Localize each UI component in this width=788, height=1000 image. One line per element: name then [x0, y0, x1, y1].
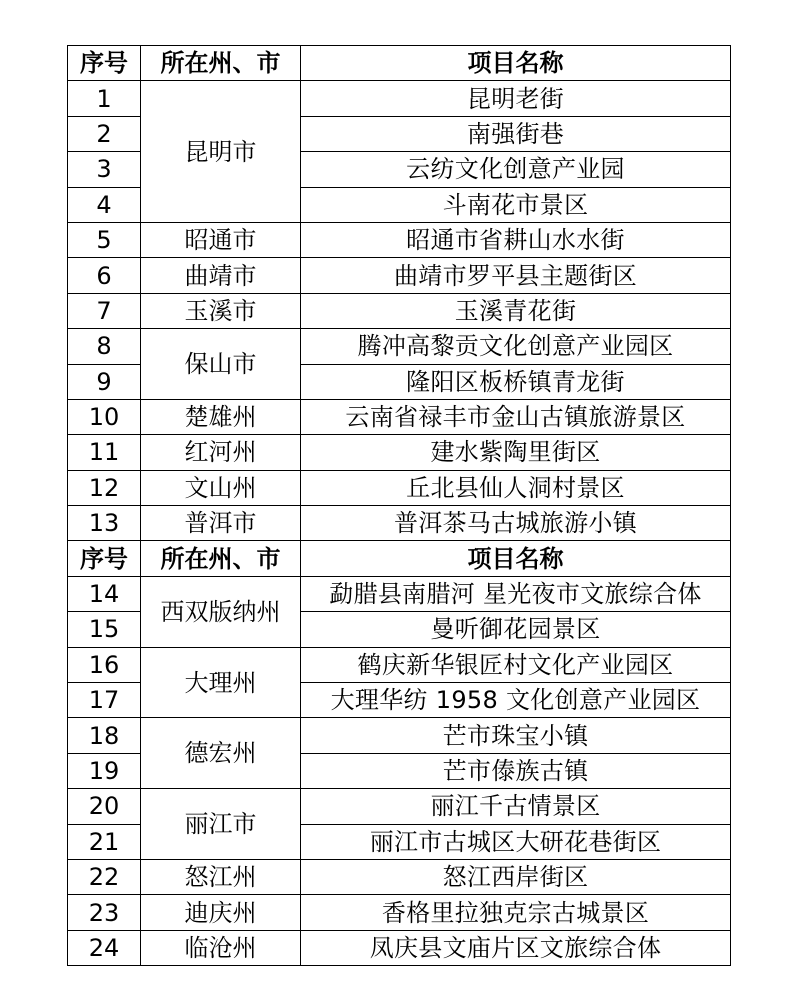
table-row: [68, 930, 731, 965]
table-row: [68, 81, 731, 116]
project-name: 云南省禄丰市金山古镇旅游景区: [301, 399, 731, 434]
region-cell: 昭通市: [141, 222, 301, 257]
project-name: 大理华纺 1958 文化创意产业园区: [301, 683, 731, 718]
row-number: 5: [68, 222, 141, 257]
row-number: 13: [68, 506, 141, 541]
region-cell: 红河州: [141, 435, 301, 470]
project-name: 怒江西岸街区: [301, 859, 731, 894]
project-name: 普洱茶马古城旅游小镇: [301, 506, 731, 541]
table-row: [68, 506, 731, 541]
region-cell: 昆明市: [141, 81, 301, 223]
region-cell: 临沧州: [141, 930, 301, 965]
table-row: [68, 293, 731, 328]
row-number: 20: [68, 789, 141, 824]
row-number: 9: [68, 364, 141, 399]
row-number: 16: [68, 647, 141, 682]
table-row: [68, 258, 731, 293]
row-number: 1: [68, 81, 141, 116]
row-number: 17: [68, 683, 141, 718]
row-number: 14: [68, 576, 141, 611]
project-name: 丘北县仙人洞村景区: [301, 470, 731, 505]
region-cell: 德宏州: [141, 718, 301, 789]
table-row: [68, 718, 731, 753]
project-name: 丽江千古情景区: [301, 789, 731, 824]
row-number: 7: [68, 293, 141, 328]
region-cell: 大理州: [141, 647, 301, 718]
row-number: 11: [68, 435, 141, 470]
table-row: [68, 789, 731, 824]
table-row: [68, 647, 731, 682]
header-name: 项目名称: [301, 541, 731, 576]
table-row: [68, 222, 731, 257]
project-name: 玉溪青花街: [301, 293, 731, 328]
project-name: 南强街巷: [301, 116, 731, 151]
row-number: 2: [68, 116, 141, 151]
project-name: 凤庆县文庙片区文旅综合体: [301, 930, 731, 965]
row-number: 6: [68, 258, 141, 293]
header-no: 序号: [68, 46, 141, 81]
table-body: [68, 46, 731, 966]
header-name: 项目名称: [301, 46, 731, 81]
project-name: 昭通市省耕山水水街: [301, 222, 731, 257]
table-row: [68, 435, 731, 470]
header-row: [68, 46, 731, 81]
project-name: 鹤庆新华银匠村文化产业园区: [301, 647, 731, 682]
table-row: [68, 895, 731, 930]
row-number: 15: [68, 612, 141, 647]
header-region: 所在州、市: [141, 541, 301, 576]
table-row: [68, 399, 731, 434]
region-cell: 西双版纳州: [141, 576, 301, 647]
project-name: 建水紫陶里街区: [301, 435, 731, 470]
project-name: 香格里拉独克宗古城景区: [301, 895, 731, 930]
header-row: [68, 541, 731, 576]
project-name: 隆阳区板桥镇青龙街: [301, 364, 731, 399]
row-number: 4: [68, 187, 141, 222]
region-cell: 丽江市: [141, 789, 301, 860]
row-number: 12: [68, 470, 141, 505]
project-name: 曼听御花园景区: [301, 612, 731, 647]
project-name: 云纺文化创意产业园: [301, 152, 731, 187]
project-name: 腾冲高黎贡文化创意产业园区: [301, 329, 731, 364]
project-name: 勐腊县南腊河 星光夜市文旅综合体: [301, 576, 731, 611]
project-table: [67, 45, 731, 966]
project-name: 斗南花市景区: [301, 187, 731, 222]
region-cell: 曲靖市: [141, 258, 301, 293]
header-no: 序号: [68, 541, 141, 576]
row-number: 8: [68, 329, 141, 364]
row-number: 23: [68, 895, 141, 930]
region-cell: 玉溪市: [141, 293, 301, 328]
table-row: [68, 329, 731, 364]
row-number: 3: [68, 152, 141, 187]
table-row: [68, 859, 731, 894]
row-number: 18: [68, 718, 141, 753]
region-cell: 迪庆州: [141, 895, 301, 930]
region-cell: 怒江州: [141, 859, 301, 894]
project-name: 芒市傣族古镇: [301, 753, 731, 788]
project-name: 丽江市古城区大研花巷街区: [301, 824, 731, 859]
row-number: 24: [68, 930, 141, 965]
project-name: 昆明老街: [301, 81, 731, 116]
region-cell: 保山市: [141, 329, 301, 400]
region-cell: 文山州: [141, 470, 301, 505]
project-name: 曲靖市罗平县主题街区: [301, 258, 731, 293]
region-cell: 楚雄州: [141, 399, 301, 434]
row-number: 21: [68, 824, 141, 859]
table-row: [68, 470, 731, 505]
project-name: 芒市珠宝小镇: [301, 718, 731, 753]
row-number: 10: [68, 399, 141, 434]
row-number: 19: [68, 753, 141, 788]
row-number: 22: [68, 859, 141, 894]
table-row: [68, 576, 731, 611]
header-region: 所在州、市: [141, 46, 301, 81]
region-cell: 普洱市: [141, 506, 301, 541]
